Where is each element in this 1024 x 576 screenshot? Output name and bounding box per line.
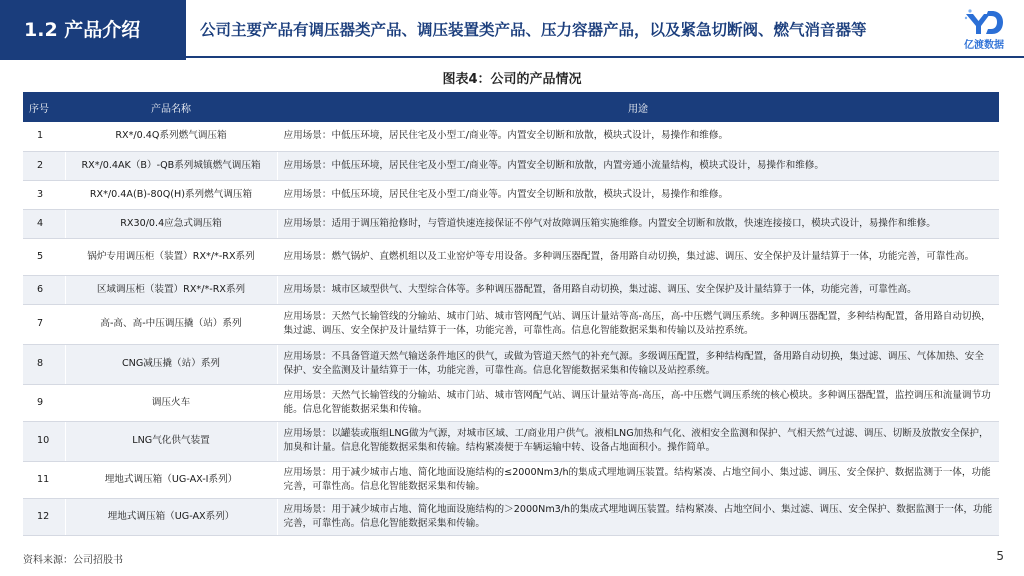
table-row: [23, 180, 999, 209]
row-use: 应用场景：以罐装或瓶组LNG做为气源，对城市区域、工/商业用户供气。液相LNG加热和气化、液相安全监测和保护、气相天然气过滤、调压、切断及放散安全保护，加臭和计量。信息化智能数据采集和传输。结构紧凑便于车辆运输中转、设备占地面积小。操作简单。: [277, 421, 999, 461]
row-product-name: LNG气化供气装置: [65, 421, 277, 461]
page-header: [0, 0, 1024, 60]
table-row: [23, 384, 999, 421]
row-seq: 6: [23, 275, 65, 304]
row-product-name: 锅炉专用调压柜（装置）RX*/*-RX系列: [65, 238, 277, 275]
table-row: [23, 151, 999, 180]
column-header-seq: 序号: [23, 92, 65, 122]
table-row: [23, 498, 999, 535]
row-seq: 3: [23, 180, 65, 209]
table-header-row: [23, 92, 999, 122]
header-divider: [186, 56, 1024, 58]
row-product-name: RX*/0.4Q系列燃气调压箱: [65, 122, 277, 151]
row-seq: 2: [23, 151, 65, 180]
logo-text: 亿渡数据: [964, 40, 1004, 51]
row-use: 应用场景：适用于调压箱抢修时，与管道快速连接保证不停气对故障调压箱实施维修。内置安全切断和放散，快速连接接口，模块式设计，易操作和维修。: [277, 209, 999, 238]
row-seq: 4: [23, 209, 65, 238]
row-product-name: RX*/0.4A(B)-80Q(H)系列燃气调压箱: [65, 180, 277, 209]
row-use: 应用场景：天然气长输管线的分输站、城市门站、城市管网配气站、调压计量站等高-高压，高-中压燃气调压系统的核心模块。多种调压器配置，监控调压和流量调节功能。信息化智能数据采集和传输。: [277, 384, 999, 421]
row-seq: 8: [23, 344, 65, 384]
source-note: 资料来源：公司招股书: [23, 555, 123, 566]
row-product-name: CNG减压撬（站）系列: [65, 344, 277, 384]
row-seq: 11: [23, 461, 65, 498]
section-title: 1.2 产品介绍: [0, 0, 186, 60]
column-header-name: 产品名称: [65, 92, 277, 122]
table-row: [23, 122, 999, 151]
logo-icon: [964, 8, 1004, 36]
row-seq: 12: [23, 498, 65, 535]
row-product-name: RX*/0.4AK（B）-QB系列城镇燃气调压箱: [65, 151, 277, 180]
row-seq: 10: [23, 421, 65, 461]
row-product-name: 调压火车: [65, 384, 277, 421]
brand-logo: [956, 8, 1012, 52]
row-product-name: 埋地式调压箱（UG-AX系列）: [65, 498, 277, 535]
table-row: [23, 344, 999, 384]
product-table: [23, 92, 999, 536]
row-seq: 7: [23, 304, 65, 344]
row-product-name: 高-高、高-中压调压撬（站）系列: [65, 304, 277, 344]
table-row: [23, 275, 999, 304]
row-use: 应用场景：燃气锅炉、直燃机组以及工业窑炉等专用设备。多种调压器配置，备用路自动切换，集过滤、调压、安全保护及计量结算于一体，功能完善，可靠性高。: [277, 238, 999, 275]
table-row: [23, 304, 999, 344]
row-seq: 5: [23, 238, 65, 275]
row-use: 应用场景：中低压环境，居民住宅及小型工/商业等。内置安全切断和放散，模块式设计，易操作和维修。: [277, 180, 999, 209]
page-title: 公司主要产品有调压器类产品、调压装置类产品、压力容器产品，以及紧急切断阀、燃气消音器等: [200, 21, 867, 39]
table-caption: 图表4：公司的产品情况: [442, 72, 582, 87]
column-header-use: 用途: [277, 92, 999, 122]
row-use: 应用场景：用于减少城市占地、简化地面设施结构的≤2000Nm3/h的集成式埋地调压装置。结构紧凑、占地空间小、集过滤、调压、安全保护、数据监测于一体，功能完善，可靠性高。信息化智能数据采集和传输。: [277, 461, 999, 498]
row-product-name: 埋地式调压箱（UG-AX-I系列）: [65, 461, 277, 498]
row-seq: 9: [23, 384, 65, 421]
row-use: 应用场景：天然气长输管线的分输站、城市门站、城市管网配气站、调压计量站等高-高压，高-中压燃气调压系统。多种调压器配置，多种结构配置，备用路自动切换，集过滤、调压、安全保护及计量结算于一体，功能完善，可靠性高。信息化智能数据采集和传输以及站控系统。: [277, 304, 999, 344]
row-use: 应用场景：城市区域型供气、大型综合体等。多种调压器配置，备用路自动切换，集过滤、调压、安全保护及计量结算于一体，功能完善，可靠性高。: [277, 275, 999, 304]
row-product-name: RX30/0.4应急式调压箱: [65, 209, 277, 238]
row-use: 应用场景：中低压环境，居民住宅及小型工/商业等。内置安全切断和放散，模块式设计，易操作和维修。: [277, 122, 999, 151]
page-number: 5: [996, 549, 1004, 563]
table-row: [23, 461, 999, 498]
table-row: [23, 209, 999, 238]
row-use: 应用场景：中低压环境，居民住宅及小型工/商业等。内置安全切断和放散，内置旁通小流量结构，模块式设计，易操作和维修。: [277, 151, 999, 180]
table-row: [23, 238, 999, 275]
row-product-name: 区域调压柜（装置）RX*/*-RX系列: [65, 275, 277, 304]
row-use: 应用场景：不具备管道天然气输送条件地区的供气，或做为管道天然气的补充气源。多级调压配置，多种结构配置，备用路自动切换，集过滤、调压、气体加热、安全保护、安全监测及计量结算于一体，功能完善，可靠性高。信息化智能数据采集和传输以及站控系统。: [277, 344, 999, 384]
table-row: [23, 421, 999, 461]
row-use: 应用场景：用于减少城市占地、简化地面设施结构的＞2000Nm3/h的集成式埋地调压装置。结构紧凑、占地空间小、集过滤、调压、安全保护、数据监测于一体，功能完善，可靠性高。信息化智能数据采集和传输。: [277, 498, 999, 535]
row-seq: 1: [23, 122, 65, 151]
